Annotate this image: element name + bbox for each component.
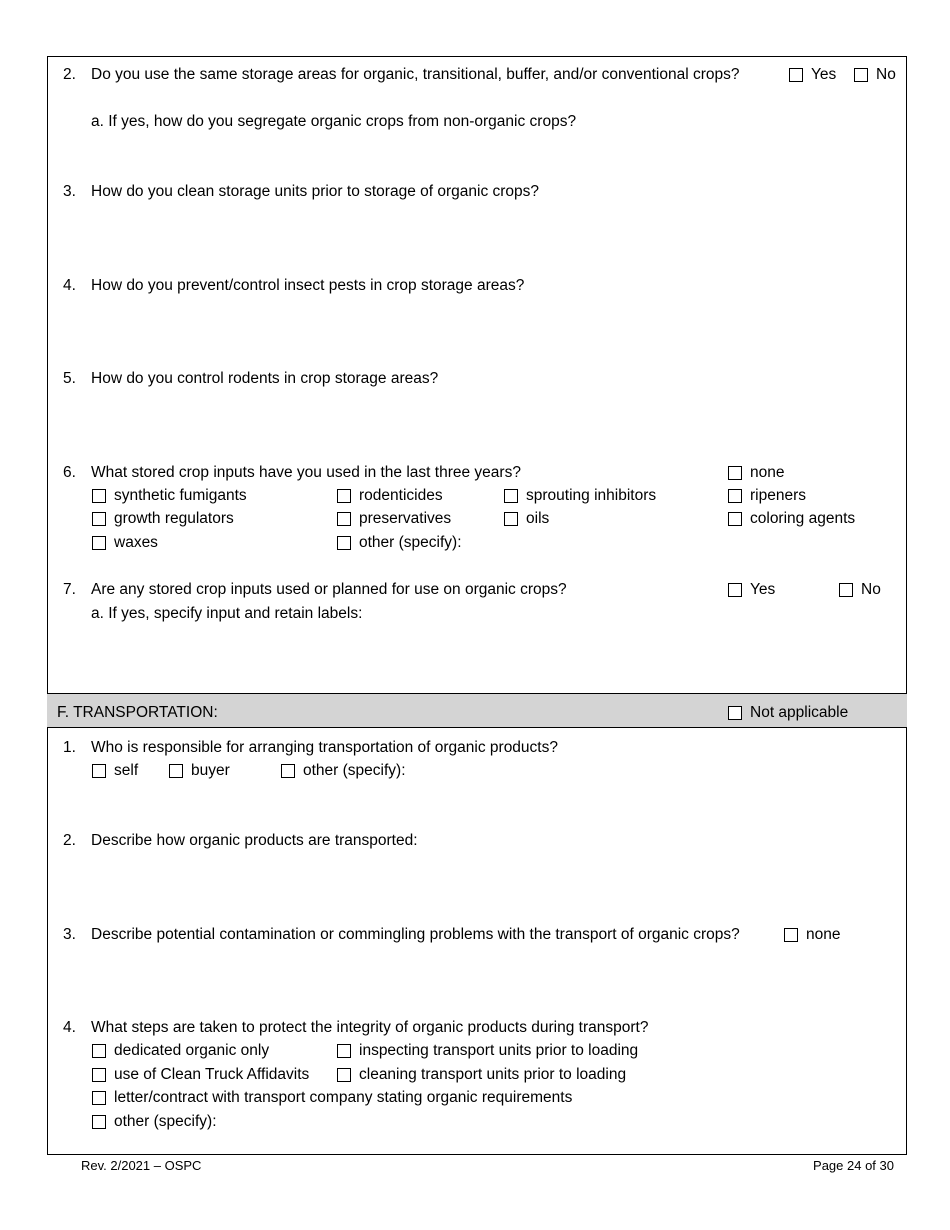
- q7-no-label: No: [861, 581, 881, 598]
- f2-number: 2.: [63, 832, 76, 849]
- footer-page-number: Page 24 of 30: [813, 1158, 894, 1173]
- q6-sprouting-inhibitors-checkbox[interactable]: [504, 489, 518, 503]
- q6-oils-checkbox[interactable]: [504, 512, 518, 526]
- f4-cleaning-units-label: cleaning transport units prior to loading: [359, 1066, 627, 1083]
- f3-none-checkbox[interactable]: [784, 928, 798, 942]
- q6-sprouting-inhibitors-label: sprouting inhibitors: [526, 487, 657, 504]
- f4-cleaning-units-checkbox[interactable]: [337, 1068, 351, 1082]
- q2-number: 2.: [63, 66, 76, 83]
- q2-sub-a: a. If yes, how do you segregate organic crops from non-organic crops?: [91, 113, 577, 130]
- f1-buyer-label: buyer: [191, 762, 230, 779]
- q6-ripeners-checkbox[interactable]: [728, 489, 742, 503]
- f4-clean-truck-affidavits-label: use of Clean Truck Affidavits: [114, 1066, 310, 1083]
- q2-text: Do you use the same storage areas for organic, transitional, buffer, and/or conventional crops?: [91, 66, 740, 83]
- f2-text: Describe how organic products are transported:: [91, 832, 418, 849]
- footer-revision: Rev. 2/2021 – OSPC: [81, 1158, 202, 1173]
- f4-other-checkbox[interactable]: [92, 1115, 106, 1129]
- q6-other-label: other (specify):: [359, 534, 462, 551]
- q3-number: 3.: [63, 183, 76, 200]
- q7-yes-label: Yes: [750, 581, 776, 598]
- q2-yes-label: Yes: [811, 66, 837, 83]
- q7-no-checkbox[interactable]: [839, 583, 853, 597]
- q6-waxes-checkbox[interactable]: [92, 536, 106, 550]
- q6-none-checkbox[interactable]: [728, 466, 742, 480]
- q3-text: How do you clean storage units prior to storage of organic crops?: [91, 183, 540, 200]
- q6-synthetic-fumigants-label: synthetic fumigants: [114, 487, 247, 504]
- q6-rodenticides-checkbox[interactable]: [337, 489, 351, 503]
- q5-text: How do you control rodents in crop storage areas?: [91, 370, 439, 387]
- q6-preservatives-checkbox[interactable]: [337, 512, 351, 526]
- q6-waxes-label: waxes: [114, 534, 158, 551]
- q2-no-checkbox[interactable]: [854, 68, 868, 82]
- f1-number: 1.: [63, 739, 76, 756]
- q7-sub-a: a. If yes, specify input and retain labels:: [91, 605, 363, 622]
- f1-self-checkbox[interactable]: [92, 764, 106, 778]
- f1-self-label: self: [114, 762, 139, 779]
- q6-number: 6.: [63, 464, 76, 481]
- q6-growth-regulators-label: growth regulators: [114, 510, 234, 527]
- f4-inspecting-units-checkbox[interactable]: [337, 1044, 351, 1058]
- q7-text: Are any stored crop inputs used or planned for use on organic crops?: [91, 581, 567, 598]
- q6-oils-label: oils: [526, 510, 550, 527]
- f1-buyer-checkbox[interactable]: [169, 764, 183, 778]
- f4-number: 4.: [63, 1019, 76, 1036]
- f4-letter-contract-label: letter/contract with transport company stating organic requirements: [114, 1089, 573, 1106]
- q6-other-checkbox[interactable]: [337, 536, 351, 550]
- q6-text: What stored crop inputs have you used in the last three years?: [91, 464, 521, 481]
- f1-other-checkbox[interactable]: [281, 764, 295, 778]
- f4-clean-truck-affidavits-checkbox[interactable]: [92, 1068, 106, 1082]
- f4-inspecting-units-label: inspecting transport units prior to loading: [359, 1042, 639, 1059]
- q7-number: 7.: [63, 581, 76, 598]
- f4-dedicated-organic-label: dedicated organic only: [114, 1042, 270, 1059]
- f1-other-label: other (specify):: [303, 762, 406, 779]
- q7-yes-checkbox[interactable]: [728, 583, 742, 597]
- q6-rodenticides-label: rodenticides: [359, 487, 443, 504]
- q6-coloring-agents-label: coloring agents: [750, 510, 856, 527]
- q6-growth-regulators-checkbox[interactable]: [92, 512, 106, 526]
- section-f-not-applicable-label: Not applicable: [750, 704, 849, 721]
- q2-yes-checkbox[interactable]: [789, 68, 803, 82]
- q6-none-label: none: [750, 464, 785, 481]
- q6-coloring-agents-checkbox[interactable]: [728, 512, 742, 526]
- f3-none-label: none: [806, 926, 841, 943]
- q6-ripeners-label: ripeners: [750, 487, 806, 504]
- q6-synthetic-fumigants-checkbox[interactable]: [92, 489, 106, 503]
- section-f-title: F. TRANSPORTATION:: [57, 704, 218, 721]
- f4-text: What steps are taken to protect the integrity of organic products during transport?: [91, 1019, 649, 1036]
- f4-dedicated-organic-checkbox[interactable]: [92, 1044, 106, 1058]
- f4-letter-contract-checkbox[interactable]: [92, 1091, 106, 1105]
- q6-preservatives-label: preservatives: [359, 510, 452, 527]
- q5-number: 5.: [63, 370, 76, 387]
- f1-text: Who is responsible for arranging transportation of organic products?: [91, 739, 558, 756]
- f3-number: 3.: [63, 926, 76, 943]
- q2-no-label: No: [876, 66, 896, 83]
- section-f-not-applicable-checkbox[interactable]: [728, 706, 742, 720]
- f3-text: Describe potential contamination or commingling problems with the transport of organic crops?: [91, 926, 740, 943]
- f4-other-label: other (specify):: [114, 1113, 217, 1130]
- q4-text: How do you prevent/control insect pests in crop storage areas?: [91, 277, 525, 294]
- q4-number: 4.: [63, 277, 76, 294]
